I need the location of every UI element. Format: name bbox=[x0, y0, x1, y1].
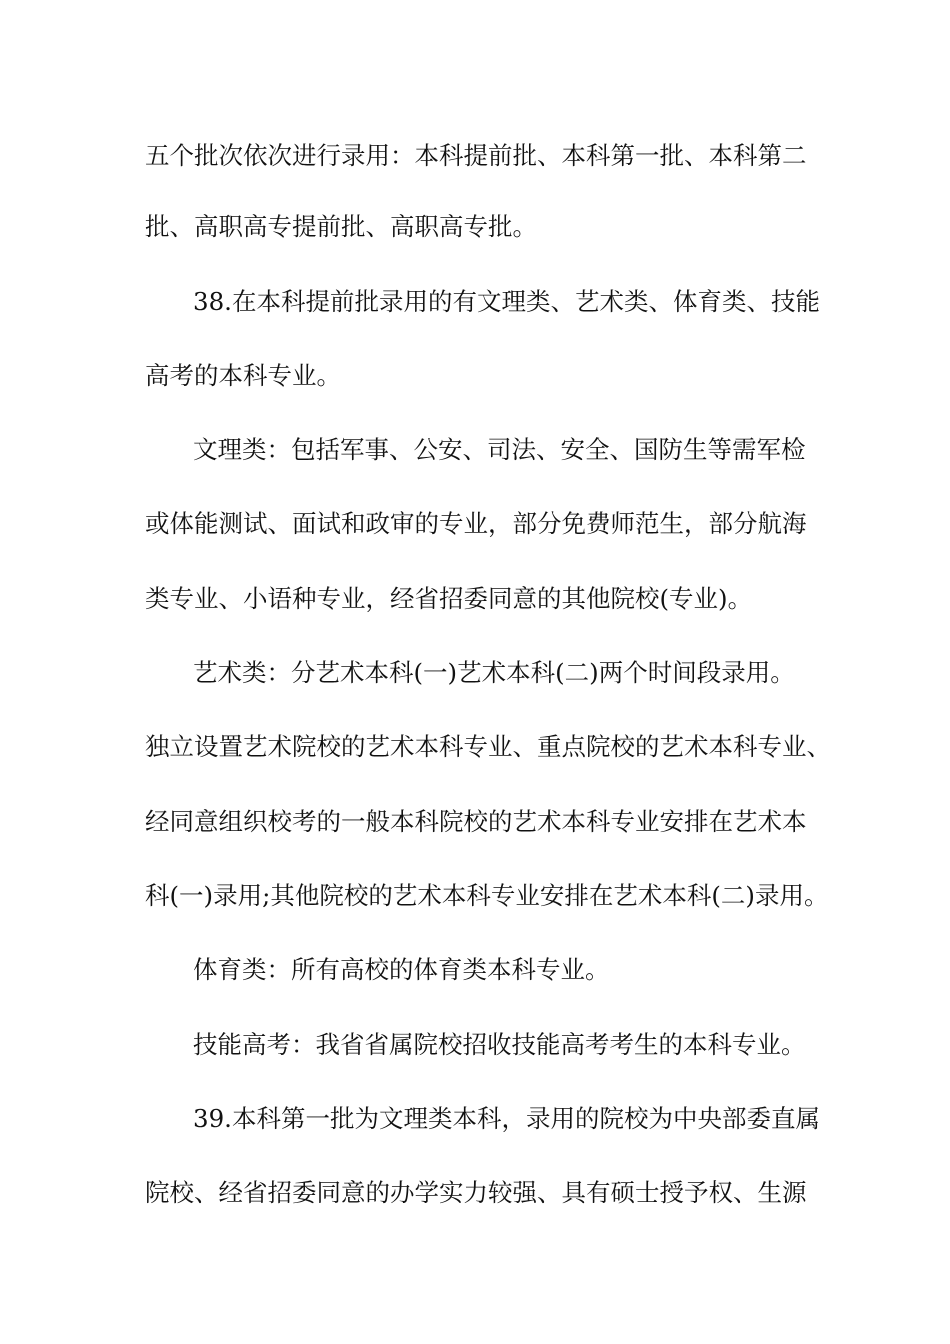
text-line: 院校、经省招委同意的办学实力较强、具有硕士授予权、生源 bbox=[145, 1178, 807, 1207]
text-line: 文理类：包括军事、公安、司法、安全、国防生等需军检 bbox=[193, 435, 806, 464]
text-line: 批、高职高专提前批、高职高专批。 bbox=[145, 212, 537, 241]
text-line: 独立设置艺术院校的艺术本科专业、重点院校的艺术本科专业、 bbox=[145, 732, 831, 761]
text-line: 或体能测试、面试和政审的专业，部分免费师范生，部分航海 bbox=[145, 509, 807, 538]
text-line: 39.本科第一批为文理类本科，录用的院校为中央部委直属 bbox=[193, 1104, 820, 1133]
text-line: 艺术类：分艺术本科(一)艺术本科(二)两个时间段录用。 bbox=[193, 658, 795, 687]
text-line: 类专业、小语种专业，经省招委同意的其他院校(专业)。 bbox=[145, 584, 753, 613]
text-line: 科(一)录用;其他院校的艺术本科专业安排在艺术本科(二)录用。 bbox=[145, 881, 829, 910]
text-line: 38.在本科提前批录用的有文理类、艺术类、体育类、技能 bbox=[193, 287, 820, 316]
text-line: 体育类：所有高校的体育类本科专业。 bbox=[193, 955, 610, 984]
text-line: 高考的本科专业。 bbox=[145, 361, 341, 390]
text-line: 技能高考：我省省属院校招收技能高考考生的本科专业。 bbox=[193, 1030, 806, 1059]
text-line: 经同意组织校考的一般本科院校的艺术本科专业安排在艺术本 bbox=[145, 807, 807, 836]
text-line: 五个批次依次进行录用：本科提前批、本科第一批、本科第二 bbox=[145, 141, 807, 170]
